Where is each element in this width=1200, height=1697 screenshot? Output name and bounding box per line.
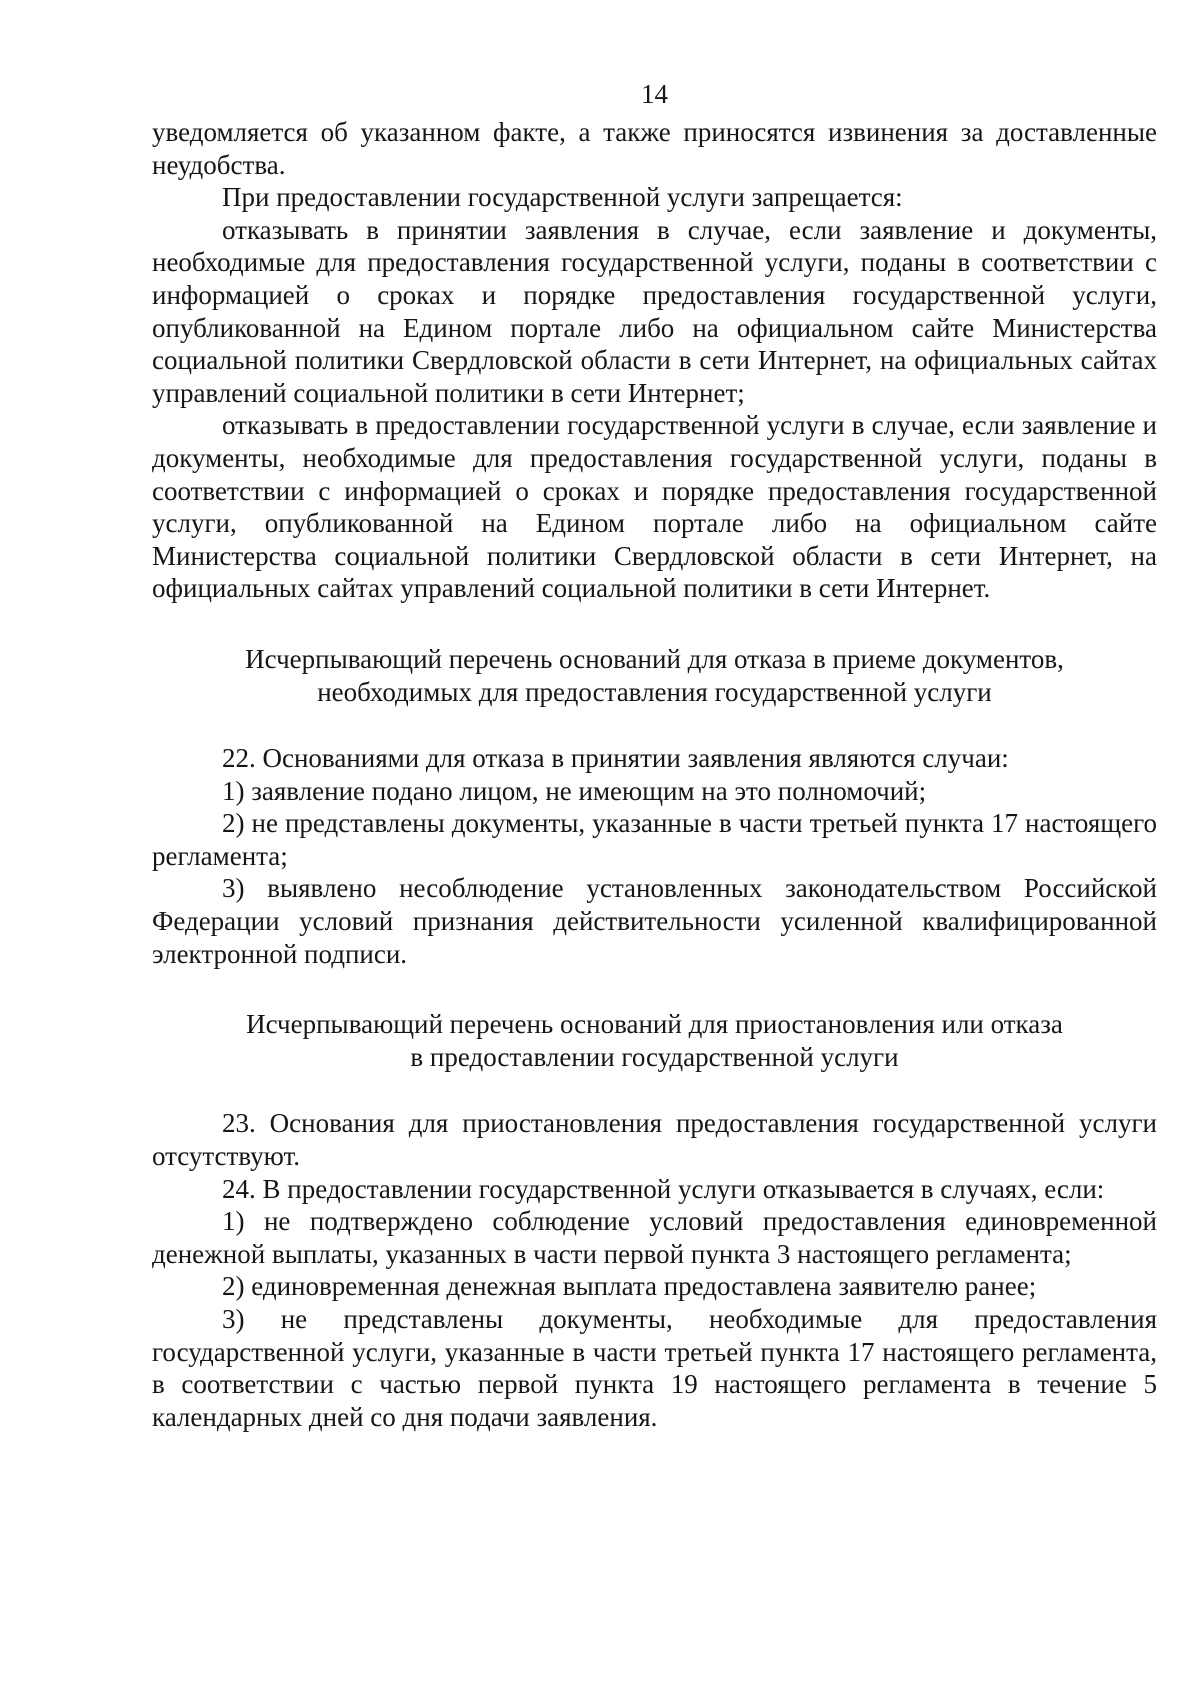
heading-line: Исчерпывающий перечень оснований для приостановления или отказа — [246, 1009, 1063, 1040]
page-number: 14 — [641, 79, 668, 109]
document-page — [152, 78, 1157, 1433]
paragraph-prohibition-acceptance: отказывать в принятии заявления в случае, если заявление и документы, необходимые для предоставления государственной услуги, поданы в соответствии с информацией о сроках и порядке предоставления государственной услуги, опубликованной на Едином портале либо на официальном сайте Министерства социальной политики Свердловской области в сети Интернет, на официальных сайтах управлений социальной политики в сети Интернет; — [152, 214, 1157, 408]
spacer — [152, 605, 1157, 643]
list-item: 3) выявлено несоблюдение установленных законодательством Российской Федерации условий признания действительности усиленной квалифицированной электронной подписи. — [152, 873, 1157, 969]
heading-line: в предоставлении государственной услуги — [410, 1041, 899, 1072]
list-item: 1) не подтверждено соблюдение условий предоставления единовременной денежной выплаты, указанных в части первой пункта 3 настоящего регламента; — [152, 1206, 1157, 1269]
paragraph-prohibitions-intro: При предоставлении государственной услуги запрещается: — [222, 182, 903, 213]
list-item: 3) не представлены документы, необходимые для предоставления государственной услуги, указанные в части третьей пункта 17 настоящего регламента, в соответствии с частью первой пункта 19 настоящего регламента в течение 5 календарных дней со дня подачи заявления. — [152, 1304, 1157, 1432]
spacer — [152, 970, 1157, 1008]
heading-line: необходимых для предоставления государственной услуги — [317, 676, 992, 707]
list-item: 2) единовременная денежная выплата предоставлена заявителю ранее; — [222, 1271, 1037, 1302]
spacer — [152, 1073, 1157, 1107]
section-heading-suspension-refusal — [152, 1008, 1157, 1073]
list-item: 1) заявление подано лицом, не имеющим на это полномочий; — [222, 775, 927, 806]
paragraph-intro-continuation: уведомляется об указанном факте, а также приносятся извинения за доставленные неудобства. — [152, 117, 1157, 180]
paragraph-item-24: 24. В предоставлении государственной услуги отказывается в случаях, если: — [222, 1173, 1105, 1204]
paragraph-prohibition-provision: отказывать в предоставлении государственной услуги в случае, если заявление и документы, необходимые для предоставления государственной услуги, поданы в соответствии с информацией о сроках и порядке предоставления государственной услуги, опубликованной на Едином портале либо на официальном сайте Министерства социальной политики Свердловской области в сети Интернет, на официальных сайтах управлений социальной политики в сети Интернет. — [152, 410, 1157, 604]
paragraph-item-22: 22. Основаниями для отказа в принятии заявления являются случаи: — [222, 743, 1009, 774]
list-item: 2) не представлены документы, указанные в части третьей пункта 17 настоящего регламента; — [152, 808, 1157, 871]
spacer — [152, 708, 1157, 742]
heading-line: Исчерпывающий перечень оснований для отказа в приеме документов, — [245, 643, 1064, 674]
section-heading-refusal-acceptance — [152, 643, 1157, 708]
paragraph-item-23: 23. Основания для приостановления предоставления государственной услуги отсутствуют. — [152, 1108, 1157, 1172]
